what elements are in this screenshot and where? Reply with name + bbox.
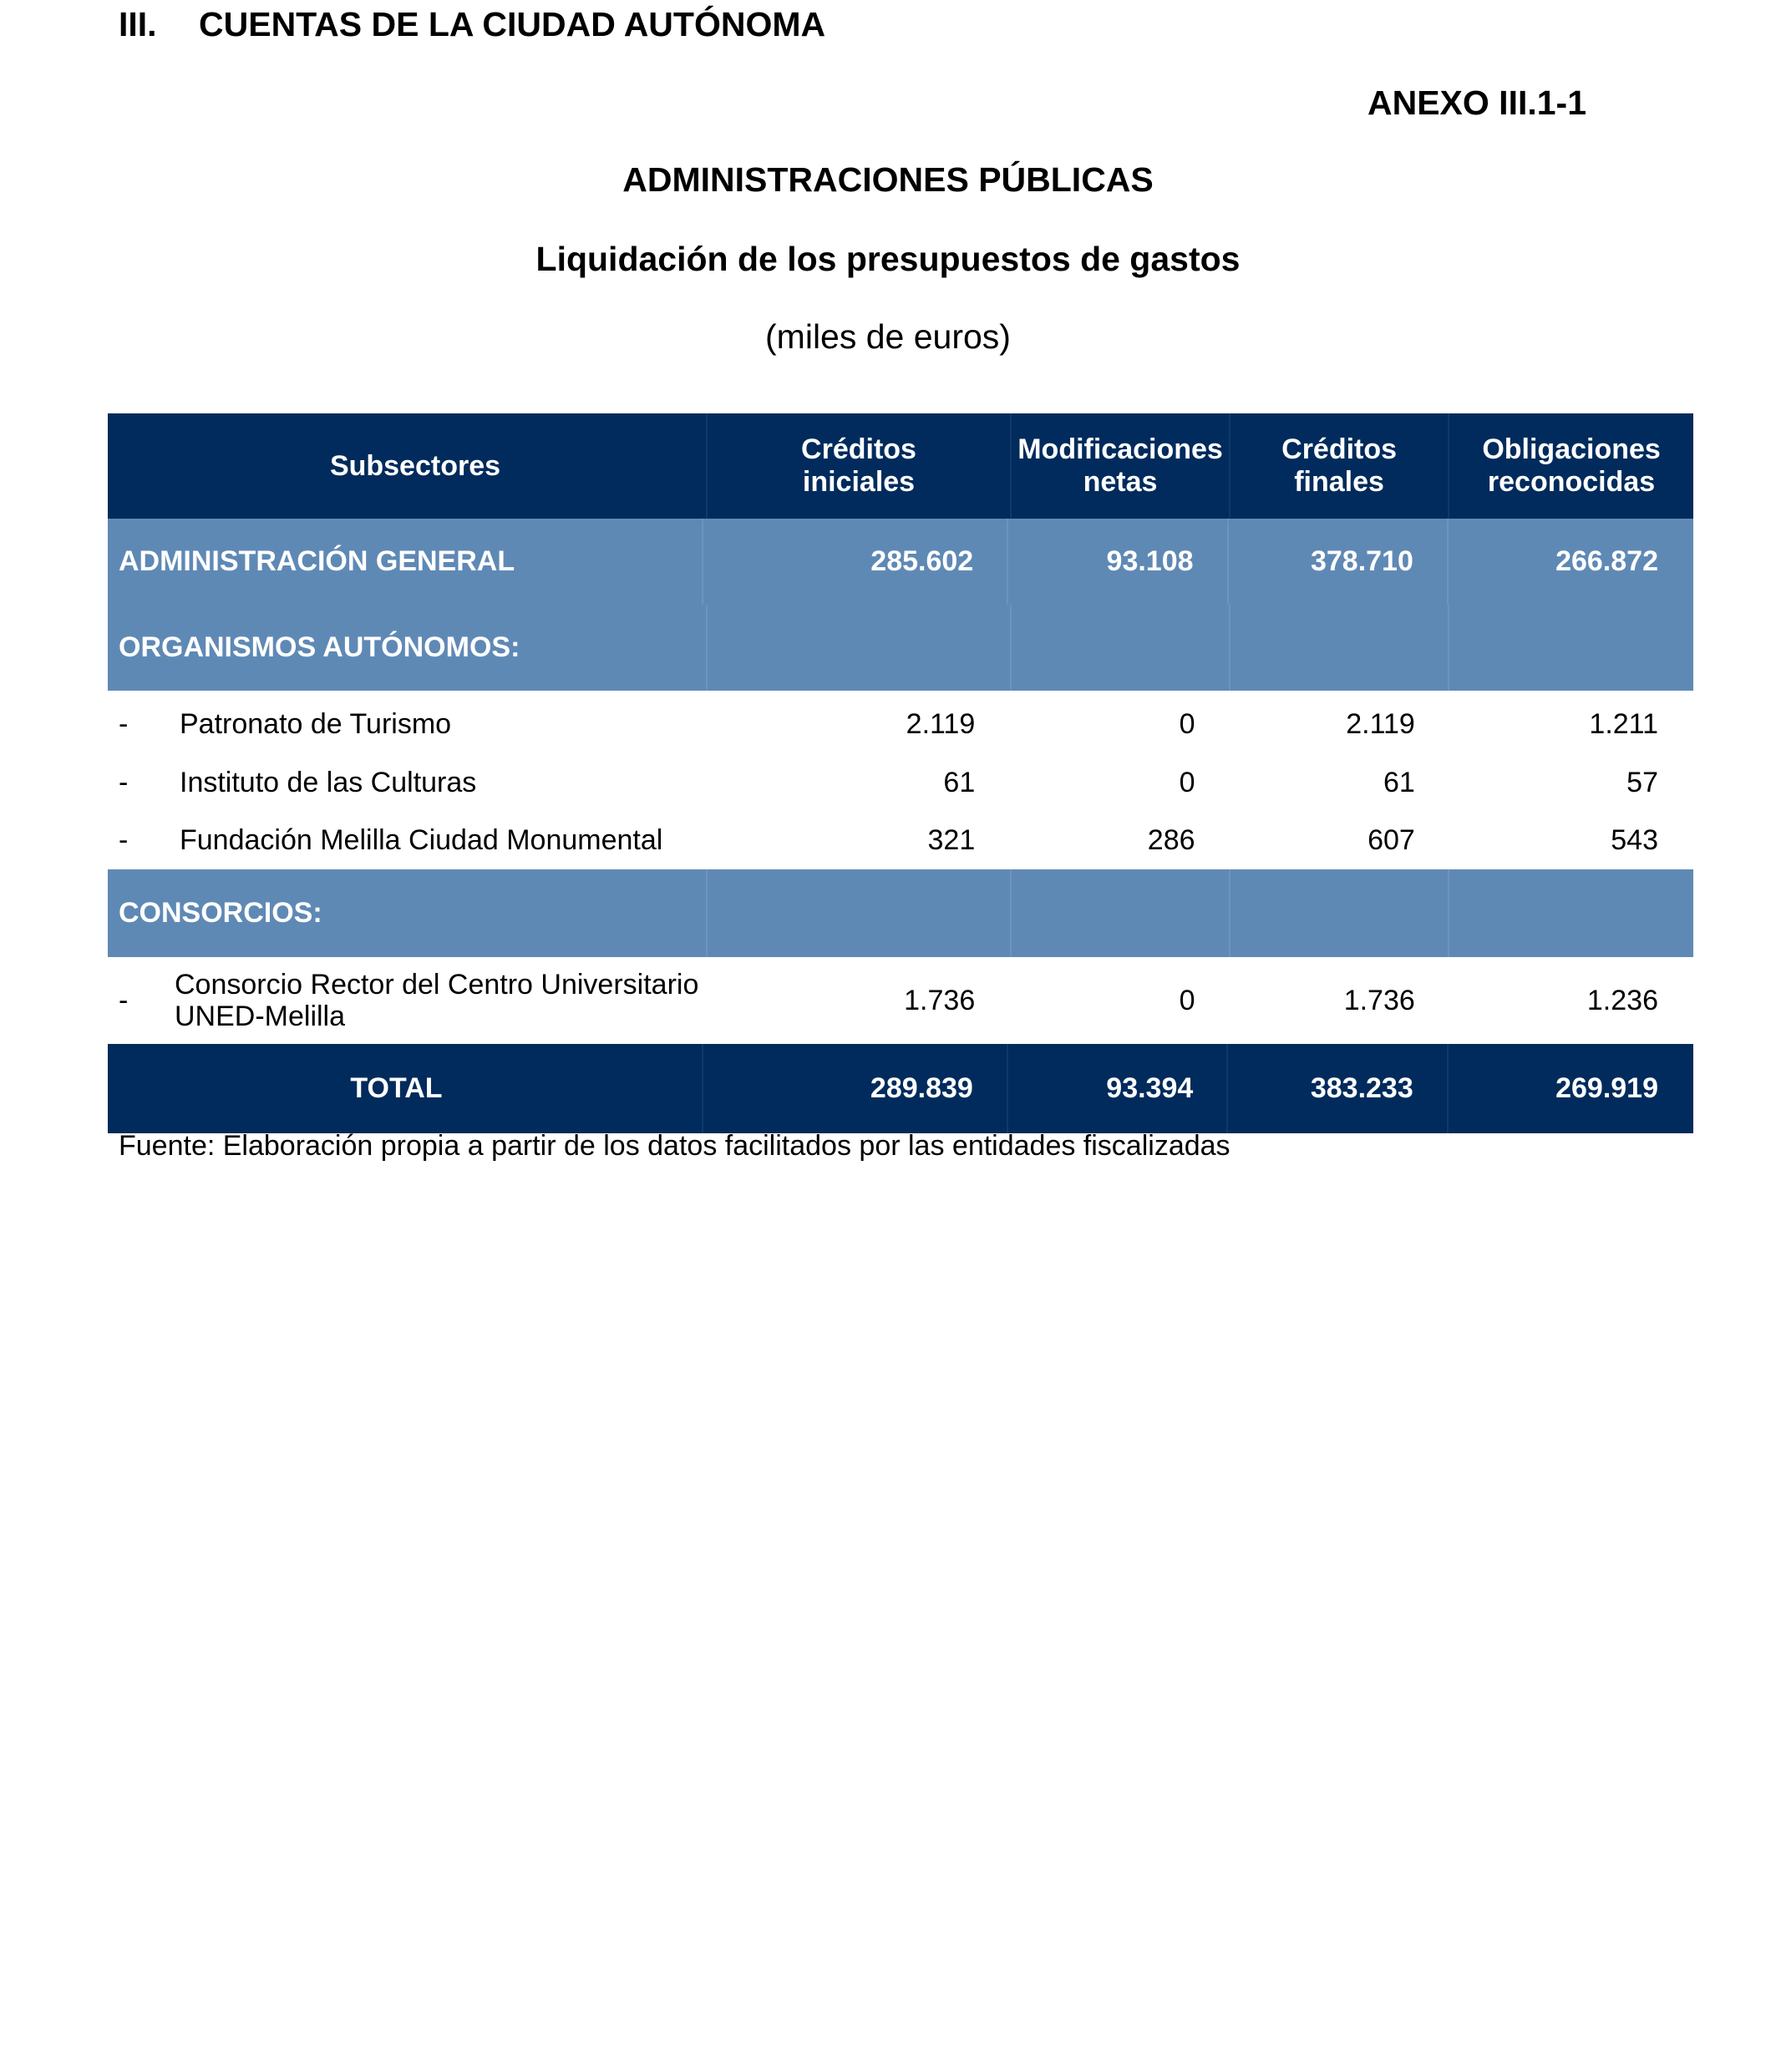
table-row bbox=[108, 812, 1693, 869]
row-dash: - bbox=[119, 707, 129, 740]
value-obligaciones-reconocidas: 543 bbox=[1611, 824, 1658, 856]
row-label: CONSORCIOS: bbox=[108, 869, 708, 957]
table-row-admin-general bbox=[108, 519, 1693, 605]
row-label: Instituto de las Culturas bbox=[180, 767, 477, 798]
section-number: III. bbox=[119, 5, 157, 43]
page-subtitle: Liquidación de los presupuestos de gastos bbox=[535, 240, 1241, 278]
table-row-consorcios-heading bbox=[108, 869, 1693, 957]
table-row-total bbox=[108, 1044, 1693, 1133]
header-subsectores: Subsectores bbox=[108, 413, 708, 519]
header-creditos-finales: Créditos finales bbox=[1231, 413, 1449, 519]
value-creditos-iniciales: 289.839 bbox=[703, 1044, 1008, 1133]
row-label: ADMINISTRACIÓN GENERAL bbox=[108, 519, 703, 605]
value-obligaciones-reconocidas: 269.919 bbox=[1555, 1072, 1658, 1104]
value-obligaciones-reconocidas: 1.236 bbox=[1586, 984, 1658, 1016]
source-note: Fuente: Elaboración propia a partir de los datos facilitados por las entidades fiscalizadas bbox=[119, 1130, 1231, 1162]
row-label: Fundación Melilla Ciudad Monumental bbox=[180, 824, 663, 856]
annex-label: ANEXO III.1-1 bbox=[1367, 84, 1586, 122]
value-obligaciones-reconocidas: 266.872 bbox=[1555, 545, 1658, 577]
value-modificaciones-netas: 286 bbox=[1147, 824, 1195, 856]
value-creditos-iniciales: 61 bbox=[943, 767, 976, 798]
section-title: CUENTAS DE LA CIUDAD AUTÓNOMA bbox=[199, 5, 826, 43]
value-creditos-finales: 2.119 bbox=[1346, 707, 1415, 740]
table-row bbox=[108, 957, 1693, 1044]
value-creditos-finales: 607 bbox=[1368, 824, 1415, 856]
value-creditos-iniciales: 1.736 bbox=[904, 984, 976, 1016]
value-modificaciones-netas: 93.108 bbox=[1008, 519, 1228, 605]
value-modificaciones-netas: 0 bbox=[1179, 767, 1195, 798]
value-creditos-finales: 383.233 bbox=[1228, 1044, 1448, 1133]
units-label: (miles de euros) bbox=[765, 317, 1011, 356]
row-dash: - bbox=[119, 984, 129, 1016]
value-creditos-iniciales: 2.119 bbox=[906, 707, 976, 740]
row-label: TOTAL bbox=[350, 1072, 443, 1104]
header-obligaciones-reconocidas: Obligaciones reconocidas bbox=[1482, 433, 1661, 498]
value-modificaciones-netas: 93.394 bbox=[1008, 1044, 1228, 1133]
table-row bbox=[108, 691, 1693, 754]
budget-table bbox=[108, 413, 1693, 1133]
table-row-organismos-heading bbox=[108, 605, 1693, 691]
row-dash: - bbox=[119, 767, 129, 798]
header-modificaciones-netas: Modificaciones netas bbox=[1012, 413, 1231, 519]
row-label: ORGANISMOS AUTÓNOMOS: bbox=[108, 605, 708, 691]
row-label: Consorcio Rector del Centro Universitario UNED-Melilla bbox=[175, 969, 699, 1032]
table-header-row bbox=[108, 413, 1693, 519]
row-label: Patronato de Turismo bbox=[180, 707, 452, 740]
value-creditos-finales: 61 bbox=[1383, 767, 1415, 798]
table-row bbox=[108, 754, 1693, 812]
value-modificaciones-netas: 0 bbox=[1179, 984, 1195, 1016]
value-creditos-iniciales: 285.602 bbox=[703, 519, 1008, 605]
page-title: ADMINISTRACIONES PÚBLICAS bbox=[622, 160, 1154, 199]
value-creditos-iniciales: 321 bbox=[927, 824, 976, 856]
section-heading bbox=[119, 5, 825, 44]
value-obligaciones-reconocidas: 57 bbox=[1626, 767, 1658, 798]
row-dash: - bbox=[119, 824, 129, 856]
value-creditos-finales: 1.736 bbox=[1343, 984, 1415, 1016]
value-modificaciones-netas: 0 bbox=[1179, 707, 1195, 740]
value-creditos-finales: 378.710 bbox=[1229, 519, 1449, 605]
value-obligaciones-reconocidas: 1.211 bbox=[1589, 707, 1658, 740]
header-creditos-iniciales: Créditos iniciales bbox=[708, 413, 1012, 519]
